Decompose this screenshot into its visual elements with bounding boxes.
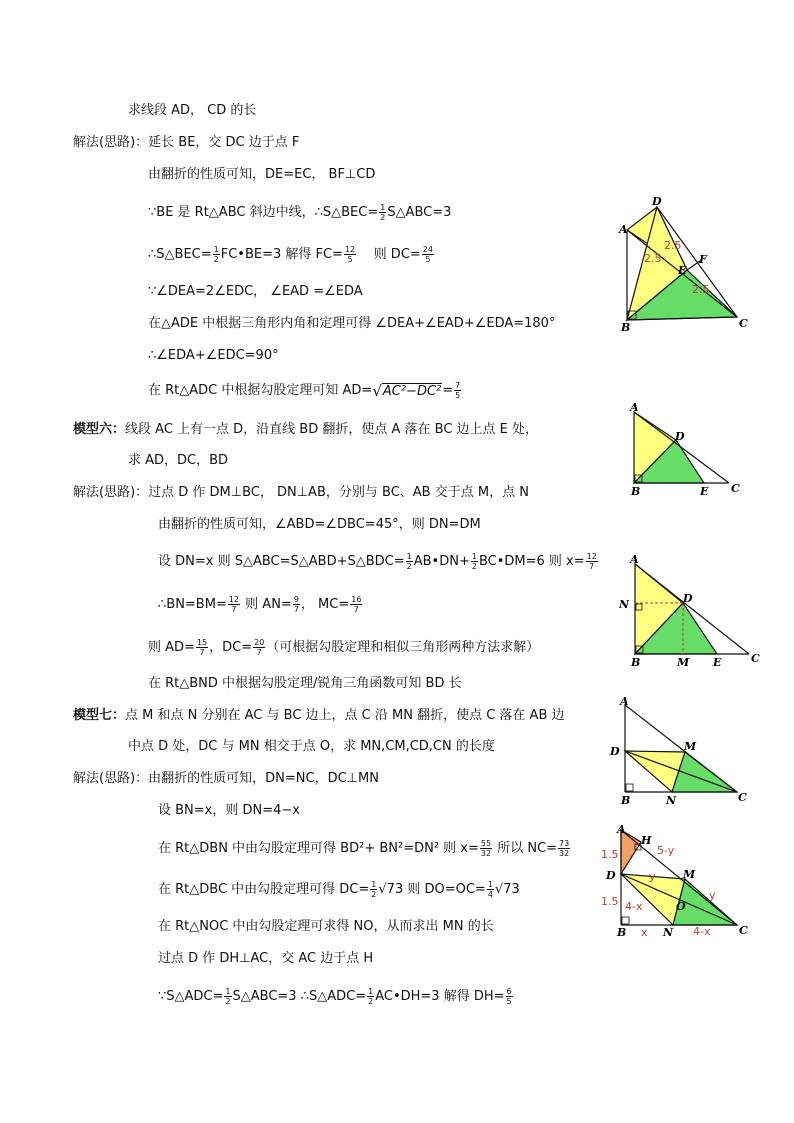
text-line: 在△ADE 中根据三角形内角和定理可得 ∠DEA+∠EAD+∠EDA=180° — [148, 316, 556, 331]
fraction: $\frac{1}{2}$ — [371, 880, 377, 899]
fraction: $\frac{55}{32}$ — [480, 839, 492, 858]
label-B: B — [621, 321, 631, 334]
label-D: D — [675, 430, 685, 443]
label-M: M — [683, 868, 696, 881]
text-line: 求 AD，DC，BD — [128, 453, 229, 468]
measure: 4-x — [693, 925, 711, 938]
measure: y — [709, 889, 716, 902]
text-line: 在 Rt△ADC 中根据勾股定理可知 AD= √ AC²−DC² = $\frac{7}{5}$ — [148, 381, 461, 400]
text-line: ∵BE 是 Rt△ABC 斜边中线，∴S△BEC= $\frac{1}{2}$ S△ABC=3 — [148, 203, 452, 222]
fraction: $\frac{73}{32}$ — [559, 839, 570, 858]
geometry-figure-3 — [617, 552, 767, 670]
text-line: 过点 D 作 DH⊥AC，交 AC 边于点 H — [158, 951, 374, 966]
label-H: H — [641, 834, 652, 847]
measure: 1.5 — [601, 848, 619, 861]
label-O: O — [676, 900, 686, 913]
fraction: $\frac{16}{7}$ — [351, 595, 362, 614]
measure: y — [649, 870, 656, 883]
label-N: N — [619, 598, 630, 611]
text-line: 由翻折的性质可知，DE=EC， BF⊥CD — [148, 167, 376, 182]
measure: 5-y — [657, 844, 675, 857]
label-A: A — [620, 695, 629, 708]
fraction: $\frac{24}{5}$ — [422, 245, 433, 264]
text-line: 解法(思路)：由翻折的性质可知，DN=NC，DC⊥MN — [73, 771, 379, 786]
text-line: 则 AD= $\frac{15}{7}$ ，DC= $\frac{20}{7}$ （可根据勾股定理和相似三角形两种方法求解） — [148, 638, 540, 657]
fraction: $\frac{1}{2}$ — [213, 245, 219, 264]
fraction: $\frac{6}{5}$ — [506, 987, 512, 1006]
text-line: 模型六：线段 AC 上有一点 D，沿直线 BD 翻折，使点 A 落在 BC 边上点 E 处， — [73, 422, 539, 437]
label-B: B — [617, 926, 627, 939]
geometry-figure-2 — [624, 400, 744, 500]
label-D: D — [683, 592, 693, 605]
text-line: 设 BN=x，则 DN=4−x — [158, 803, 300, 818]
text-line: 求线段 AD， CD 的长 — [128, 103, 257, 118]
label-C: C — [731, 482, 740, 495]
fraction: $\frac{9}{7}$ — [293, 595, 299, 614]
text-line: 在 Rt△DBC 中由勾股定理可得 DC= $\frac{1}{2}$ √73 则 DO=OC= $\frac{1}{4}$ √73 — [158, 880, 520, 899]
fraction: $\frac{12}{7}$ — [228, 595, 240, 614]
label-N: N — [666, 794, 677, 807]
fraction: $\frac{1}{4}$ — [487, 880, 493, 899]
text-line: ∴∠EDA+∠EDC=90° — [148, 348, 279, 363]
label-M: M — [684, 740, 697, 753]
label-B: B — [631, 485, 641, 498]
label-E: E — [700, 485, 709, 498]
measure: 2.5 — [644, 252, 662, 265]
fraction: $\frac{12}{5}$ — [344, 245, 356, 264]
label-B: B — [631, 656, 641, 669]
geometry-figure-1 — [612, 195, 762, 335]
label-C: C — [738, 791, 747, 804]
label-A: A — [630, 553, 639, 566]
fraction: $\frac{15}{7}$ — [196, 638, 208, 657]
fraction: $\frac{1}{2}$ — [225, 987, 231, 1006]
label-A: A — [619, 223, 628, 236]
text-line: 模型七：点 M 和点 N 分别在 AC 与 BC 边上，点 C 沿 MN 翻折，使点 C 落在 AB 边 — [73, 708, 565, 723]
fraction: $\frac{7}{5}$ — [455, 381, 461, 400]
measure: 2.5 — [692, 283, 710, 296]
geometry-figure-4 — [607, 695, 757, 810]
text-line: 设 DN=x 则 S△ABC=S△ABD+S△BDC= $\frac{1}{2}$ AB•DN+ $\frac{1}{2}$ BC•DM=6 则 x= $\frac{12}{7}$ — [158, 552, 597, 571]
fraction: $\frac{1}{2}$ — [380, 203, 386, 222]
text-line: ∴S△BEC= $\frac{1}{2}$ FC•BE=3 解得 FC= $\frac{12}{5}$ 则 DC= $\frac{24}{5}$ — [148, 245, 433, 264]
square-root: √ AC²−DC² — [372, 381, 442, 400]
measure: 4-x — [625, 900, 643, 913]
label-C: C — [751, 652, 760, 665]
fraction: $\frac{1}{2}$ — [368, 987, 374, 1006]
model-title: 模型六： — [73, 422, 126, 437]
label-D: D — [652, 195, 662, 208]
measure: x — [641, 926, 648, 939]
label-D: D — [610, 745, 620, 758]
label-A: A — [617, 823, 626, 836]
text-line: 解法(思路)：过点 D 作 DM⊥BC， DN⊥AB，分别与 BC、AB 交于点 M，点 N — [73, 485, 529, 500]
fraction: $\frac{1}{2}$ — [406, 552, 412, 571]
label-B: B — [621, 794, 631, 807]
text-line: 中点 D 处，DC 与 MN 相交于点 O，求 MN,CM,CD,CN 的长度 — [128, 739, 495, 754]
label-N: N — [663, 926, 674, 939]
label-M: M — [677, 656, 690, 669]
text-line: 解法(思路)：延长 BE，交 DC 边于点 F — [73, 135, 300, 150]
text-line: 在 Rt△NOC 中由勾股定理可求得 NO，从而求出 MN 的长 — [158, 919, 494, 934]
model-title: 模型七： — [73, 708, 126, 723]
text-line: ∵S△ADC= $\frac{1}{2}$ S△ABC=3 ∴S△ADC= $\frac{1}{2}$ AC•DH=3 解得 DH= $\frac{6}{5}$ — [158, 987, 512, 1006]
text-line: 在 Rt△BND 中根据勾股定理/锐角三角函数可知 BD 长 — [148, 676, 462, 691]
label-E: E — [678, 264, 687, 277]
fraction: $\frac{1}{2}$ — [471, 552, 477, 571]
text-line: 由翻折的性质可知，∠ABD=∠DBC=45°，则 DN=DM — [158, 517, 481, 532]
measure: 1.5 — [601, 895, 619, 908]
measure: 2.5 — [664, 239, 682, 252]
label-E: E — [713, 656, 722, 669]
label-D: D — [606, 869, 616, 882]
label-C: C — [739, 924, 748, 937]
label-C: C — [739, 317, 748, 330]
fraction: $\frac{12}{7}$ — [586, 552, 597, 571]
geometry-figure-5 — [597, 822, 757, 940]
text-line: 在 Rt△DBN 中由勾股定理可得 BD²+ BN²=DN² 则 x= $\frac{55}{32}$ 所以 NC= $\frac{73}{32}$ — [158, 839, 570, 858]
text-line: ∴BN=BM= $\frac{12}{7}$ 则 AN= $\frac{9}{7}$ ， MC= $\frac{16}{7}$ — [158, 595, 362, 614]
fraction: $\frac{20}{7}$ — [254, 638, 265, 657]
label-F: F — [699, 253, 707, 266]
label-A: A — [630, 401, 639, 414]
text-line: ∵∠DEA=2∠EDC， ∠EAD =∠EDA — [148, 284, 363, 299]
